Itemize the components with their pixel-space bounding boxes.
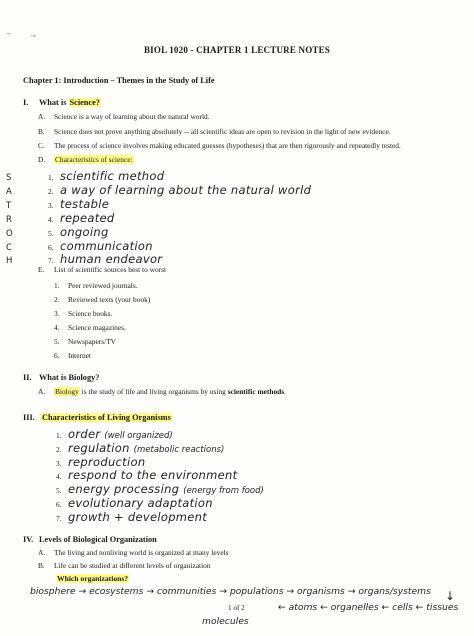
characteristic-row: H 7. human endeavor [6, 252, 163, 266]
acronym-letter: A [6, 187, 12, 197]
organism-characteristic: 7. growth + development [56, 510, 208, 524]
source-item: 4. Science magazines. [54, 323, 126, 332]
handwritten-flow-bottom: ← atoms ← organelles ← cells ← tissues [278, 602, 459, 613]
list-item: A. Science is a way of learning about the natural world. [38, 112, 210, 121]
list-item: B. Life can be studied at different levels of organization [38, 561, 211, 570]
page-title: BIOL 1020 - CHAPTER 1 LECTURE NOTES [143, 45, 331, 55]
organism-characteristic: 3. reproduction [56, 455, 146, 469]
handwritten-flow-top: biosphere → ecosystems → communities → populations → organisms → organs/systems [30, 586, 431, 597]
handwritten-note: (energy from food) [183, 486, 264, 496]
list-item: A. The living and nonliving world is organized at many levels [38, 548, 229, 557]
characteristic-row: S 1. scientific method [6, 169, 165, 183]
handwritten-note: scientific method [60, 169, 165, 183]
organism-characteristic: 4. respond to the environment [56, 468, 238, 482]
handwritten-note: ongoing [60, 225, 109, 239]
source-item: 1. Peer reviewed journals. [54, 281, 138, 290]
handwritten-note: testable [60, 197, 110, 211]
handwritten-note: a way of learning about the natural world [60, 183, 312, 197]
section-heading-levels: IV. Levels of Biological Organization [23, 535, 157, 544]
acronym-letter: T [6, 201, 12, 211]
handwritten-note: repeated [60, 211, 115, 225]
organizations-question: Which organizations? [57, 574, 129, 583]
source-item: 6. Internet [54, 351, 91, 360]
acronym-letter: O [6, 229, 13, 239]
highlighted-text: Characteristics of science: [55, 155, 133, 164]
handwritten-note: human endeavor [60, 252, 163, 266]
handwritten-note: (well organized) [104, 431, 173, 441]
source-item: 3. Science books. [54, 309, 113, 318]
characteristic-row: R 4. repeated [6, 211, 115, 225]
organism-characteristic: 6. evolutionary adaptation [56, 496, 213, 510]
handwritten-note: evolutionary adaptation [68, 496, 213, 510]
acronym-letter: S [6, 173, 12, 183]
section-heading-living-organisms: III. Characteristics of Living Organisms [23, 413, 171, 422]
chapter-heading: Chapter 1: Introduction – Themes in the Study of Life [23, 76, 215, 85]
corner-mark: ~ [6, 30, 12, 38]
highlighted-text: Characteristics of Living Organisms [42, 413, 171, 422]
highlighted-text: Biology [55, 387, 79, 396]
handwritten-note: respond to the environment [68, 468, 238, 482]
section-heading-science: I. What is Science? [23, 98, 100, 107]
section-numeral: I. [23, 98, 29, 107]
characteristic-row: T 3. testable [6, 197, 110, 211]
acronym-letter: R [6, 215, 12, 225]
handwritten-note: regulation [68, 441, 130, 455]
characteristic-row: A 2. a way of learning about the natural world [6, 183, 312, 197]
list-item: E. List of scientific sources best to worst [38, 265, 167, 274]
acronym-letter: H [6, 256, 13, 266]
handwritten-note: growth + development [68, 510, 208, 524]
list-item: C. The process of science involves making educated guesses (hypotheses) that are then rigorously and repeatedly tested. [38, 141, 401, 150]
characteristic-row: O 5. ongoing [6, 225, 109, 239]
corner-mark: → [30, 32, 36, 40]
organism-characteristic: 2. regulation (metabolic reactions) [56, 441, 225, 455]
source-item: 2. Reviewed texts (your book) [54, 295, 151, 304]
section-heading-biology: II. What is Biology? [23, 373, 100, 382]
handwritten-note: (metabolic reactions) [133, 445, 225, 455]
list-item: B. Science does not prove anything absolutely -- all scientific ideas are open to revision in the light of new evidence. [38, 127, 391, 136]
organism-characteristic: 1. order (well organized) [56, 427, 173, 441]
characteristic-row: C 6. communication [6, 239, 153, 253]
page-number: 1 of 2 [228, 604, 245, 612]
source-item: 5. Newspapers/TV [54, 337, 117, 346]
handwritten-note: communication [60, 239, 153, 253]
handwritten-molecules: molecules [202, 616, 249, 627]
down-arrow-icon: ↓ [445, 589, 456, 603]
highlighted-text: Science? [69, 98, 100, 107]
handwritten-note: energy processing [68, 482, 180, 496]
handwritten-note: order [68, 427, 101, 441]
list-item: A. Biology is the study of life and living organisms by using scientific methods. [38, 387, 287, 396]
organism-characteristic: 5. energy processing (energy from food) [56, 482, 264, 496]
acronym-letter: C [6, 243, 12, 253]
handwritten-note: reproduction [68, 455, 146, 469]
list-item: D. Characteristics of science: [38, 155, 133, 164]
